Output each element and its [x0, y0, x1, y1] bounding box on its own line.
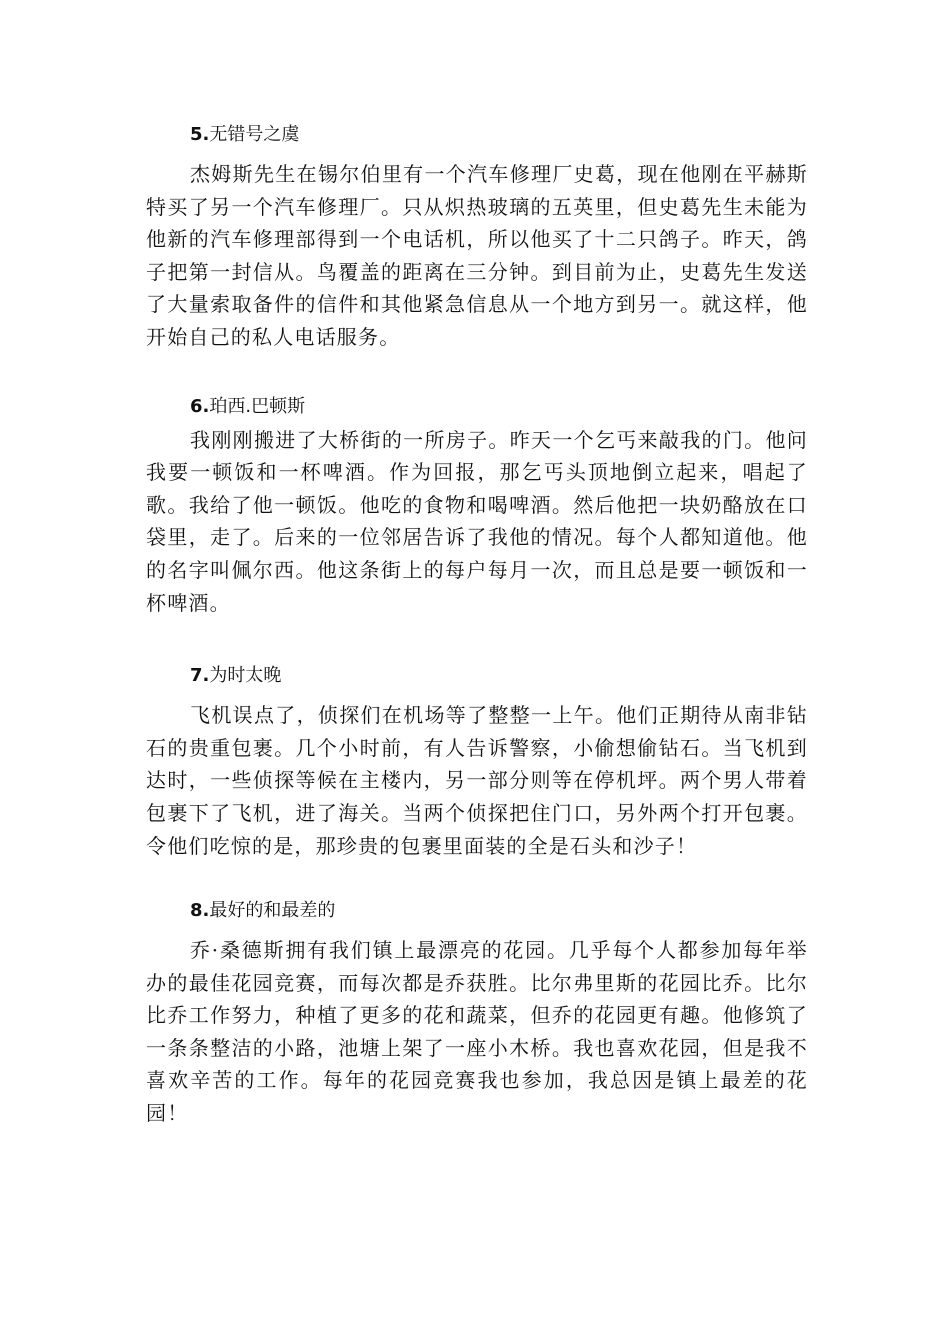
story-section-8	[146, 894, 808, 1130]
section-heading	[146, 118, 808, 152]
section-title: 最好的和最差的	[209, 900, 336, 922]
section-heading	[146, 659, 808, 693]
section-heading	[146, 894, 808, 928]
section-number: 6.	[190, 395, 210, 417]
section-heading	[146, 390, 808, 424]
section-title: 珀西.巴顿斯	[209, 395, 306, 417]
section-paragraph: 杰姆斯先生在锡尔伯里有一个汽车修理厂史葛，现在他刚在平赫斯特买了另一个汽车修理厂。只从炽热玻璃的五英里，但史葛先生未能为他新的汽车修理部得到一个电话机，所以他买了十二只鸽子。昨天，鸽子把第一封信从。鸟覆盖的距离在三分钟。到目前为止，史葛先生发送了大量索取备件的信件和其他紧急信息从一个地方到另一。就这样，他开始自己的私人电话服务。	[146, 162, 808, 349]
section-title: 为时太晚	[209, 665, 282, 687]
story-section-5	[146, 118, 808, 354]
story-section-7	[146, 659, 808, 862]
section-number: 8.	[190, 900, 210, 922]
section-number: 5.	[190, 124, 210, 145]
story-section-6	[146, 390, 808, 620]
section-paragraph: 我刚刚搬进了大桥街的一所房子。昨天一个乞丐来敲我的门。他问我要一顿饭和一杯啤酒。作为回报，那乞丐头顶地倒立起来，唱起了歌。我给了他一顿饭。他吃的食物和喝啤酒。然后他把一块奶酪放在口袋里，走了。后来的一位邻居告诉了我他的情况。每个人都知道他。他的名字叫佩尔西。他这条街上的每户每月一次，而且总是要一顿饭和一杯啤酒。	[146, 427, 808, 615]
document-page	[146, 118, 808, 1130]
section-paragraph: 飞机误点了，侦探们在机场等了整整一上午。他们正期待从南非钻石的贵重包裹。几个小时前，有人告诉警察，小偷想偷钻石。当飞机到达时，一些侦探等候在主楼内，另一部分则等在停机坪。两个男人带着包裹下了飞机，进了海关。当两个侦探把住门口，另外两个打开包裹。令他们吃惊的是，那珍贵的包裹里面装的全是石头和沙子！	[146, 703, 808, 858]
section-paragraph: 乔·桑德斯拥有我们镇上最漂亮的花园。几乎每个人都参加每年举办的最佳花园竞赛，而每次都是乔获胜。比尔弗里斯的花园比乔。比尔比乔工作努力，种植了更多的花和蔬菜，但乔的花园更有趣。他修筑了一条条整洁的小路，池塘上架了一座小木桥。我也喜欢花园，但是我不喜欢辛苦的工作。每年的花园竞赛我也参加，我总因是镇上最差的花园！	[146, 938, 808, 1126]
section-title: 无错号之虞	[209, 124, 300, 145]
section-number: 7.	[190, 665, 210, 687]
